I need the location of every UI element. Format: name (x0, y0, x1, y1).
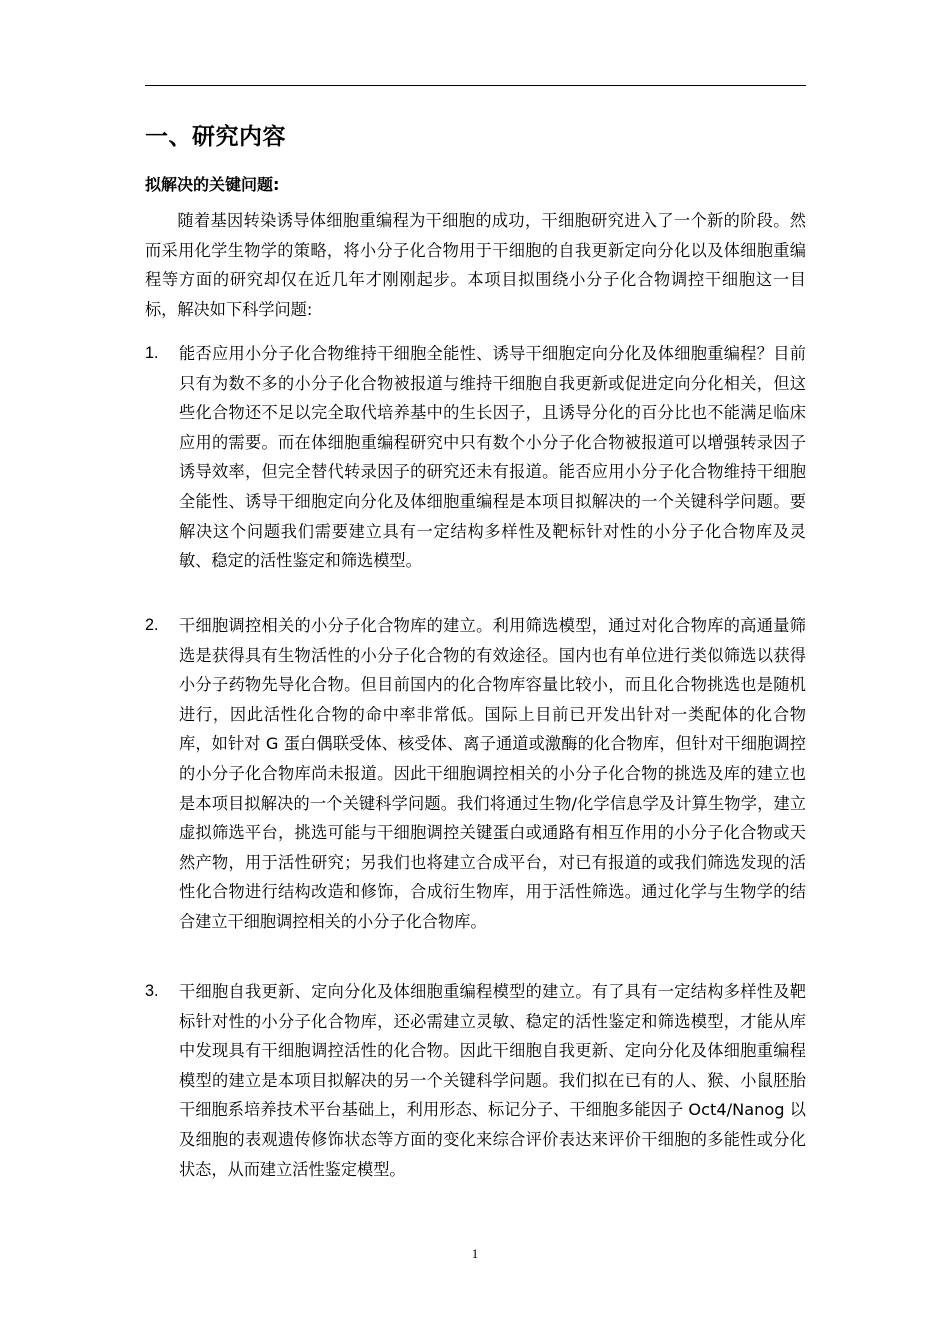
header-rule (145, 85, 806, 86)
page-number: 1 (471, 1246, 479, 1261)
section-heading: 一、研究内容 (145, 124, 286, 150)
list-item (145, 339, 806, 576)
list-item (145, 611, 806, 937)
list-item-number: 2. (145, 616, 159, 634)
list-item (145, 977, 806, 1184)
list-item-text: 干细胞调控相关的小分子化合物库的建立。利用筛选模型，通过对化合物库的高通量筛选是获得具有生物活性的小分子化合物的有效途径。国内也有单位进行类似筛选以获得小分子药物先导化合物。但目前国内的化合物库容量比较小，而且化合物挑选也是随机进行，因此活性化合物的命中率非常低。国际上目前已开发出针对一类配体的化合物库，如针对 G 蛋白偶联受体、核受体、离子通道或激酶的化合物库，但针对干细胞调控的小分子化合物库尚未报道。因此干细胞调控相关的小分子化合物的挑选及库的建立也是本项目拟解决的一个关键科学问题。我们将通过生物/化学信息学及计算生物学，建立虚拟筛选平台，挑选可能与干细胞调控关键蛋白或通路有相互作用的小分子化合物或天然产物，用于活性研究；另我们也将建立合成平台，对已有报道的或我们筛选发现的活性化合物进行结构改造和修饰，合成衍生物库，用于活性筛选。通过化学与生物学的结合建立干细胞调控相关的小分子化合物库。 (179, 616, 806, 931)
list-item-number: 3. (145, 982, 159, 1000)
list-item-text: 能否应用小分子化合物维持干细胞全能性、诱导干细胞定向分化及体细胞重编程？目前只有为数不多的小分子化合物被报道与维持干细胞自我更新或促进定向分化相关，但这些化合物还不足以完全取代培养基中的生长因子，且诱导分化的百分比也不能满足临床应用的需要。而在体细胞重编程研究中只有数个小分子化合物被报道可以增强转录因子诱导效率，但完全替代转录因子的研究还未有报道。能否应用小分子化合物维持干细胞全能性、诱导干细胞定向分化及体细胞重编程是本项目拟解决的一个关键科学问题。要解决这个问题我们需要建立具有一定结构多样性及靶标针对性的小分子化合物库及灵敏、稳定的活性鉴定和筛选模型。 (179, 344, 806, 571)
key-issues-subheading: 拟解决的关键问题: (145, 175, 280, 194)
list-item-number: 1. (145, 344, 159, 362)
intro-paragraph: 随着基因转染诱导体细胞重编程为干细胞的成功，干细胞研究进入了一个新的阶段。然而采用化学生物学的策略，将小分子化合物用于干细胞的自我更新定向分化以及体细胞重编程等方面的研究却仅在近几年才刚刚起步。本项目拟围绕小分子化合物调控干细胞这一目标，解决如下科学问题: (145, 211, 806, 319)
list-item-text: 干细胞自我更新、定向分化及体细胞重编程模型的建立。有了具有一定结构多样性及靶标针对性的小分子化合物库，还必需建立灵敏、稳定的活性鉴定和筛选模型，才能从库中发现具有干细胞调控活性的化合物。因此干细胞自我更新、定向分化及体细胞重编程模型的建立是本项目拟解决的另一个关键科学问题。我们拟在已有的人、猴、小鼠胚胎干细胞系培养技术平台基础上，利用形态、标记分子、干细胞多能因子 Oct4/Nanog 以及细胞的表观遗传修饰状态等方面的变化来综合评价表达来评价干细胞的多能性或分化状态，从而建立活性鉴定模型。 (179, 982, 806, 1179)
